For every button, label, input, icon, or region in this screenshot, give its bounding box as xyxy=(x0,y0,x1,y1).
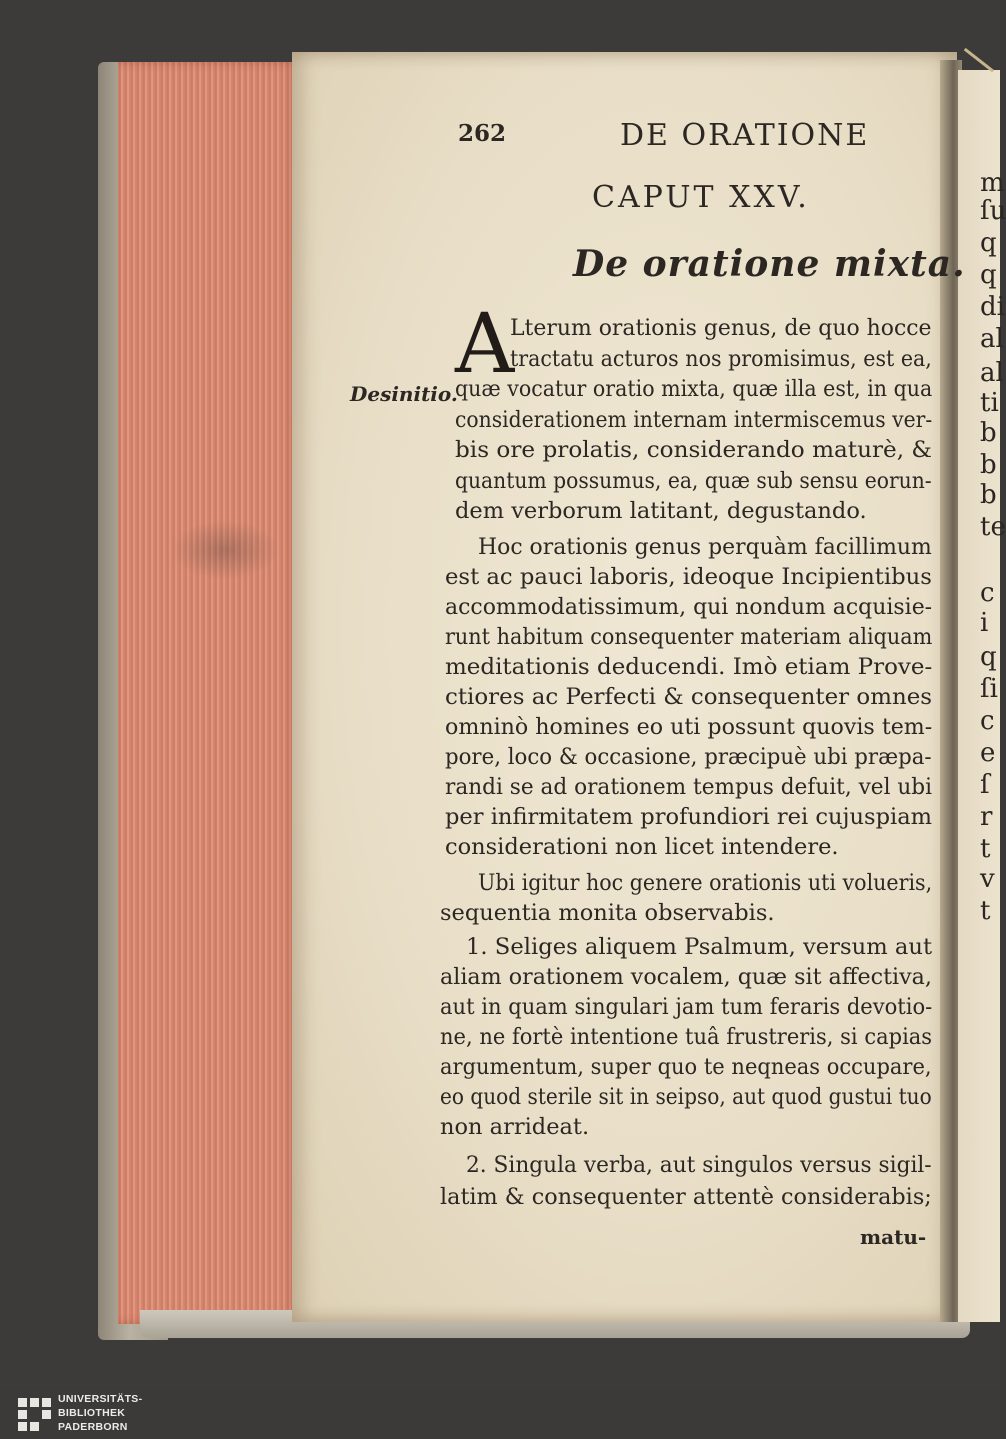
facing-page-fragment: b xyxy=(980,480,997,510)
text-line: per infirmitatem profundiori rei cujuspiam xyxy=(445,804,933,830)
text-line: dem verborum latitant, degustando. xyxy=(455,498,867,524)
text-line: est ac pauci laboris, ideoque Incipientibus xyxy=(445,564,932,590)
text-line: randi se ad orationem tempus defuit, vel ubi xyxy=(445,774,933,800)
library-name-line-3: PADERBORN xyxy=(58,1421,128,1433)
facing-page-fragment: al xyxy=(980,358,1004,388)
footer-bar xyxy=(0,1390,1000,1439)
facing-page-fragment: v xyxy=(980,864,995,894)
text-line: aliam orationem vocalem, quæ sit affectiva, xyxy=(440,964,932,990)
page-number: 262 xyxy=(458,120,507,147)
facing-page-fragment: i xyxy=(980,608,989,638)
facing-page-fragment: b xyxy=(980,418,997,448)
text-line: accommodatissimum, qui nondum acquisie- xyxy=(445,594,933,620)
text-line: considerationi non licet intendere. xyxy=(445,834,839,860)
facing-page-fragment: e xyxy=(980,738,996,768)
facing-page-fragment: te xyxy=(980,512,1006,542)
facing-page-fragment: t xyxy=(980,896,991,926)
text-line: bis ore prolatis, considerando maturè, & xyxy=(455,437,933,463)
text-line: pore, loco & occasione, præcipuè ubi præpa- xyxy=(445,744,932,770)
text-line: Ubi igitur hoc genere orationis uti volueris, xyxy=(478,870,933,896)
text-line: tractatu acturos nos promisimus, est ea, xyxy=(510,345,932,372)
facing-page-fragment: q xyxy=(980,228,997,258)
facing-page-fragment: c xyxy=(980,578,995,608)
text-line: quantum possumus, ea, quæ sub sensu eorun- xyxy=(455,467,932,494)
facing-page-fragment: ti xyxy=(980,388,999,418)
text-line: 2. Singula verba, aut singulos versus sigil- xyxy=(466,1152,932,1178)
text-line: ne, ne fortè intentione tuâ frustreris, si capias xyxy=(440,1024,933,1050)
facing-page-fragment: q xyxy=(980,642,997,672)
catchword: matu- xyxy=(860,1225,927,1249)
text-line: aut in quam singulari jam tum feraris devotio- xyxy=(440,994,933,1020)
text-line: ctiores ac Perfecti & consequenter omnes xyxy=(445,684,933,710)
facing-page-fragment: c xyxy=(980,706,995,736)
text-line: non arrideat. xyxy=(440,1114,590,1140)
facing-page-fragment: di xyxy=(980,292,1005,322)
facing-page-fragment: ſu xyxy=(980,196,1006,226)
text-line: omninò homines eo uti possunt quovis tem- xyxy=(445,714,933,740)
facing-page-fragment: al xyxy=(980,324,1004,354)
facing-page-fragment: q xyxy=(980,260,997,290)
chapter-title: De oratione mixta. xyxy=(573,243,966,285)
text-line: argumentum, super quo te neqneas occupare, xyxy=(440,1054,932,1080)
text-line: runt habitum consequenter materiam aliquam xyxy=(445,624,933,650)
text-line: Hoc orationis genus perquàm facillimum xyxy=(478,534,932,560)
library-name-line-1: UNIVERSITÄTS- xyxy=(58,1393,143,1405)
facing-page-fragment: ſi xyxy=(980,674,998,704)
red-page-edges xyxy=(118,62,298,1324)
text-line: latim & consequenter attentè considerabis; xyxy=(440,1184,932,1210)
text-line: Lterum orationis genus, de quo hocce xyxy=(510,315,932,341)
facing-page-fragment: ſ xyxy=(980,770,990,800)
drop-cap: A xyxy=(455,297,515,392)
facing-page-fragment: t xyxy=(980,834,991,864)
text-line: 1. Seliges aliquem Psalmum, versum aut xyxy=(466,934,933,960)
text-line: quæ vocatur oratio mixta, quæ illa est, in qua xyxy=(455,376,933,402)
facing-page-fragment: m xyxy=(980,168,1005,198)
library-logo-icon xyxy=(18,1398,52,1432)
library-name-line-2: BIBLIOTHEK xyxy=(58,1407,126,1419)
ink-smudge xyxy=(170,520,280,580)
facing-page-fragment: b xyxy=(980,450,997,480)
running-head: DE ORATIONE xyxy=(620,118,870,153)
text-line: eo quod sterile sit in seipso, aut quod gustui tuo xyxy=(440,1084,932,1110)
chapter-heading: CAPUT XXV. xyxy=(592,180,810,215)
margin-note: Desinitio. xyxy=(350,382,458,406)
text-line: meditationis deducendi. Imò etiam Prove- xyxy=(445,654,933,680)
text-line: considerationem internam intermiscemus ver- xyxy=(455,406,933,433)
facing-page-fragment: r xyxy=(980,802,993,832)
text-line: sequentia monita observabis. xyxy=(440,900,775,926)
page-corner-mark xyxy=(953,48,994,87)
